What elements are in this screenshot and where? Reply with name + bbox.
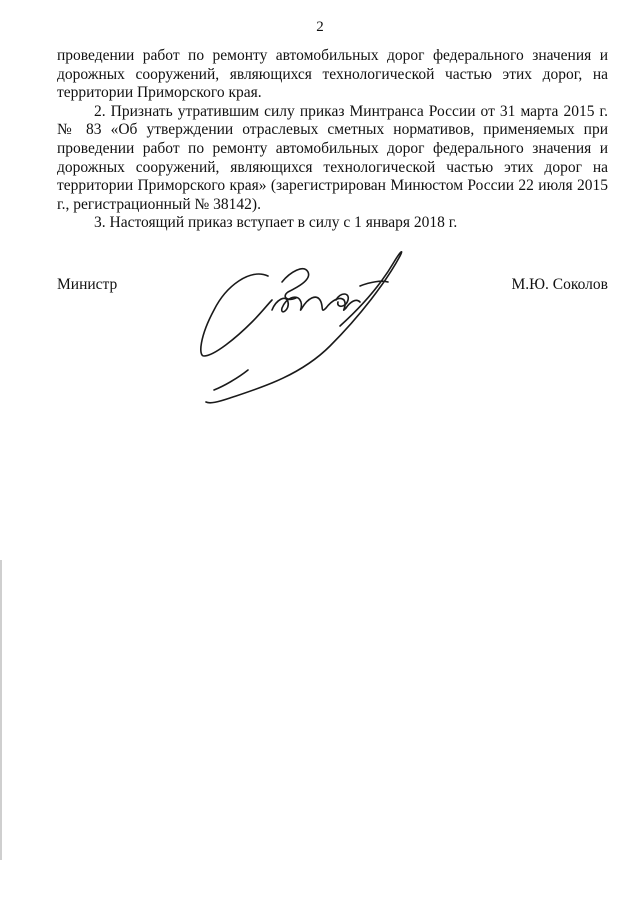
paragraph-continuation: проведении работ по ремонту автомобильных дорог федерального значения и дорожных сооружений, являющихся технологической частью этих дорог, на территории Приморского края.: [57, 47, 608, 102]
signatory-name: М.Ю. Соколов: [511, 276, 608, 293]
paragraph-item-3: 3. Настоящий приказ вступает в силу с 1 января 2018 г.: [94, 214, 458, 232]
paragraph-item-2: 2. Признать утратившим силу приказ Минтранса России от 31 марта 2015 г. № 83 «Об утверждении отраслевых сметных нормативов, применяемых при проведении работ по ремонту автомобильных дорог федерального значения и дорожных сооружений, являющихся технологической частью этих дорог на территории Приморского края» (зарегистрирован Минюстом России 22 июля 2015 г., регистрационный № 38142).: [57, 102, 608, 213]
handwritten-signature: [190, 238, 420, 408]
document-body: [57, 47, 608, 233]
signatory-title: Министр: [57, 276, 118, 293]
page-number: 2: [316, 19, 324, 35]
scan-edge-artifact: [0, 560, 2, 860]
